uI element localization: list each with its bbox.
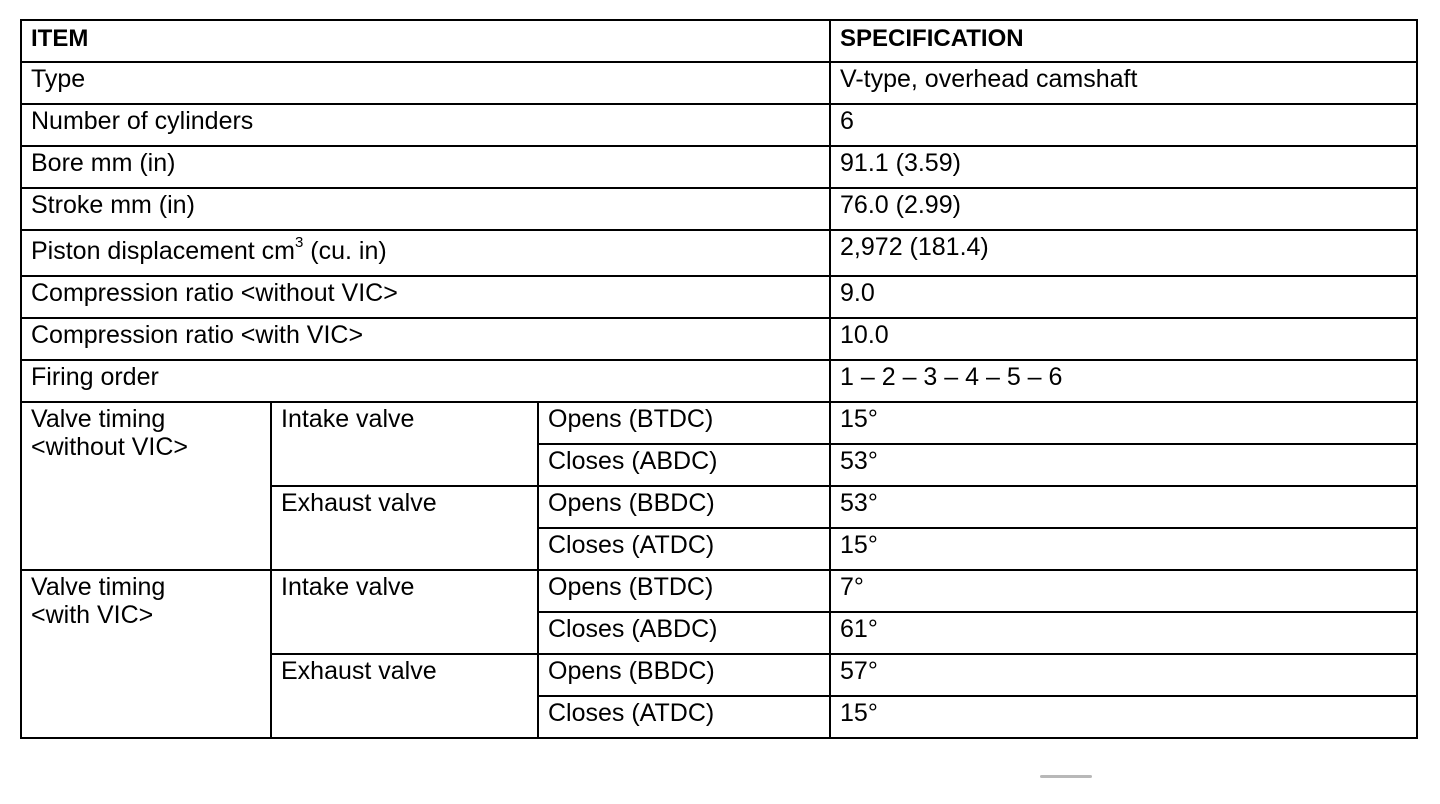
displacement-label: Piston displacement cm xyxy=(31,237,296,265)
engine-spec-table xyxy=(20,19,1418,739)
row-value-firing-order: 1 – 2 – 3 – 4 – 5 – 6 xyxy=(830,360,1417,402)
valve-name-intake: Intake valve xyxy=(271,402,538,486)
row-item-type: Type xyxy=(21,62,830,104)
valve-timing-condition: <without VIC> xyxy=(31,433,189,461)
row-item-stroke: Stroke mm (in) xyxy=(21,188,830,230)
valve-timing-without-vic-label xyxy=(21,402,271,570)
table-row xyxy=(21,188,1417,230)
valve-event-value: 61° xyxy=(830,612,1417,654)
table-row xyxy=(21,62,1417,104)
row-item-cylinders: Number of cylinders xyxy=(21,104,830,146)
scan-artifact xyxy=(1040,775,1092,778)
valve-event-value: 15° xyxy=(830,402,1417,444)
valve-name-intake: Intake valve xyxy=(271,570,538,654)
valve-timing-title: Valve timing xyxy=(31,573,166,601)
row-value-compression-without-vic: 9.0 xyxy=(830,276,1417,318)
valve-event: Opens (BBDC) xyxy=(538,654,830,696)
valve-event-value: 15° xyxy=(830,696,1417,738)
valve-event: Opens (BBDC) xyxy=(538,486,830,528)
table-row xyxy=(21,276,1417,318)
table-row xyxy=(21,104,1417,146)
valve-event: Opens (BTDC) xyxy=(538,402,830,444)
table-row xyxy=(21,318,1417,360)
valve-event: Closes (ATDC) xyxy=(538,528,830,570)
table-header-row xyxy=(21,20,1417,62)
row-value-compression-with-vic: 10.0 xyxy=(830,318,1417,360)
row-item-firing-order: Firing order xyxy=(21,360,830,402)
valve-event-value: 57° xyxy=(830,654,1417,696)
row-value-displacement: 2,972 (181.4) xyxy=(830,230,1417,276)
valve-name-exhaust: Exhaust valve xyxy=(271,486,538,570)
table-row xyxy=(21,402,1417,444)
valve-event-value: 53° xyxy=(830,444,1417,486)
valve-event: Closes (ATDC) xyxy=(538,696,830,738)
valve-event: Opens (BTDC) xyxy=(538,570,830,612)
row-item-bore: Bore mm (in) xyxy=(21,146,830,188)
row-value-stroke: 76.0 (2.99) xyxy=(830,188,1417,230)
valve-timing-title: Valve timing xyxy=(31,405,166,433)
displacement-unit: (cu. in) xyxy=(303,237,387,265)
row-item-compression-with-vic: Compression ratio <with VIC> xyxy=(21,318,830,360)
valve-timing-with-vic-label xyxy=(21,570,271,738)
header-specification: SPECIFICATION xyxy=(830,20,1417,62)
valve-timing-condition: <with VIC> xyxy=(31,601,154,629)
valve-event-value: 53° xyxy=(830,486,1417,528)
table-row xyxy=(21,146,1417,188)
valve-event-value: 15° xyxy=(830,528,1417,570)
row-item-displacement xyxy=(21,230,830,276)
valve-event: Closes (ABDC) xyxy=(538,612,830,654)
valve-event-value: 7° xyxy=(830,570,1417,612)
row-value-type: V-type, overhead camshaft xyxy=(830,62,1417,104)
valve-event: Closes (ABDC) xyxy=(538,444,830,486)
table-row xyxy=(21,360,1417,402)
valve-name-exhaust: Exhaust valve xyxy=(271,654,538,738)
table-row xyxy=(21,570,1417,612)
table-row xyxy=(21,230,1417,276)
header-item: ITEM xyxy=(21,20,830,62)
row-value-bore: 91.1 (3.59) xyxy=(830,146,1417,188)
row-value-cylinders: 6 xyxy=(830,104,1417,146)
displacement-exponent: 3 xyxy=(295,233,304,251)
row-item-compression-without-vic: Compression ratio <without VIC> xyxy=(21,276,830,318)
